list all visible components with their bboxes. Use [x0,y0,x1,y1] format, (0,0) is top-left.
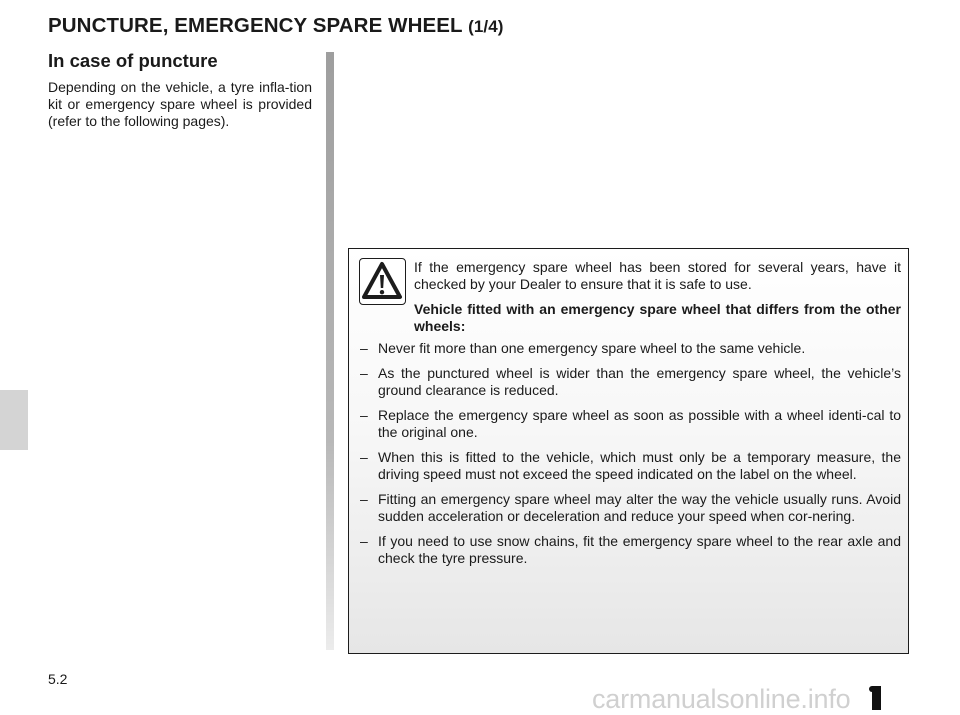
list-item: – As the punctured wheel is wider than the emergency spare wheel, the vehicle’s ground clearance is reduced. [360,365,901,398]
page-number: 5.2 [48,671,68,687]
warning-box [348,248,909,654]
warning-triangle-icon [359,258,406,305]
warning-subheading: Vehicle fitted with an emergency spare wheel that differs from the other wheels: [414,301,901,334]
page-edge-mark [872,686,881,710]
warning-lead-text: If the emergency spare wheel has been stored for several years, have it checked by your Dealer to ensure that it is safe to use. [414,259,901,292]
section-heading: In case of puncture [48,50,218,71]
page-title [48,14,504,38]
list-item: – When this is fitted to the vehicle, which must only be a temporary measure, the driving speed must not exceed the speed indicated on the label on the wheel. [360,449,901,482]
chapter-tab [0,390,28,450]
intro-paragraph: Depending on the vehicle, a tyre infla-tion kit or emergency spare wheel is provided (refer to the following pages). [48,79,312,129]
warning-lead [414,259,901,343]
column-divider [326,52,334,650]
page-title-text: PUNCTURE, EMERGENCY SPARE WHEEL [48,14,463,37]
page-title-suffix: (1/4) [468,17,504,36]
list-item: – Replace the emergency spare wheel as soon as possible with a wheel identi-cal to the original one. [360,407,901,440]
list-item: – Fitting an emergency spare wheel may alter the way the vehicle usually runs. Avoid sudden acceleration or deceleration and reduce your speed when cor-nering. [360,491,901,524]
watermark: carmanualsonline.info [592,684,851,714]
list-item: – Never fit more than one emergency spare wheel to the same vehicle. [360,340,806,356]
list-item: – If you need to use snow chains, fit the emergency spare wheel to the rear axle and check the tyre pressure. [360,533,901,566]
warning-list [360,340,901,575]
